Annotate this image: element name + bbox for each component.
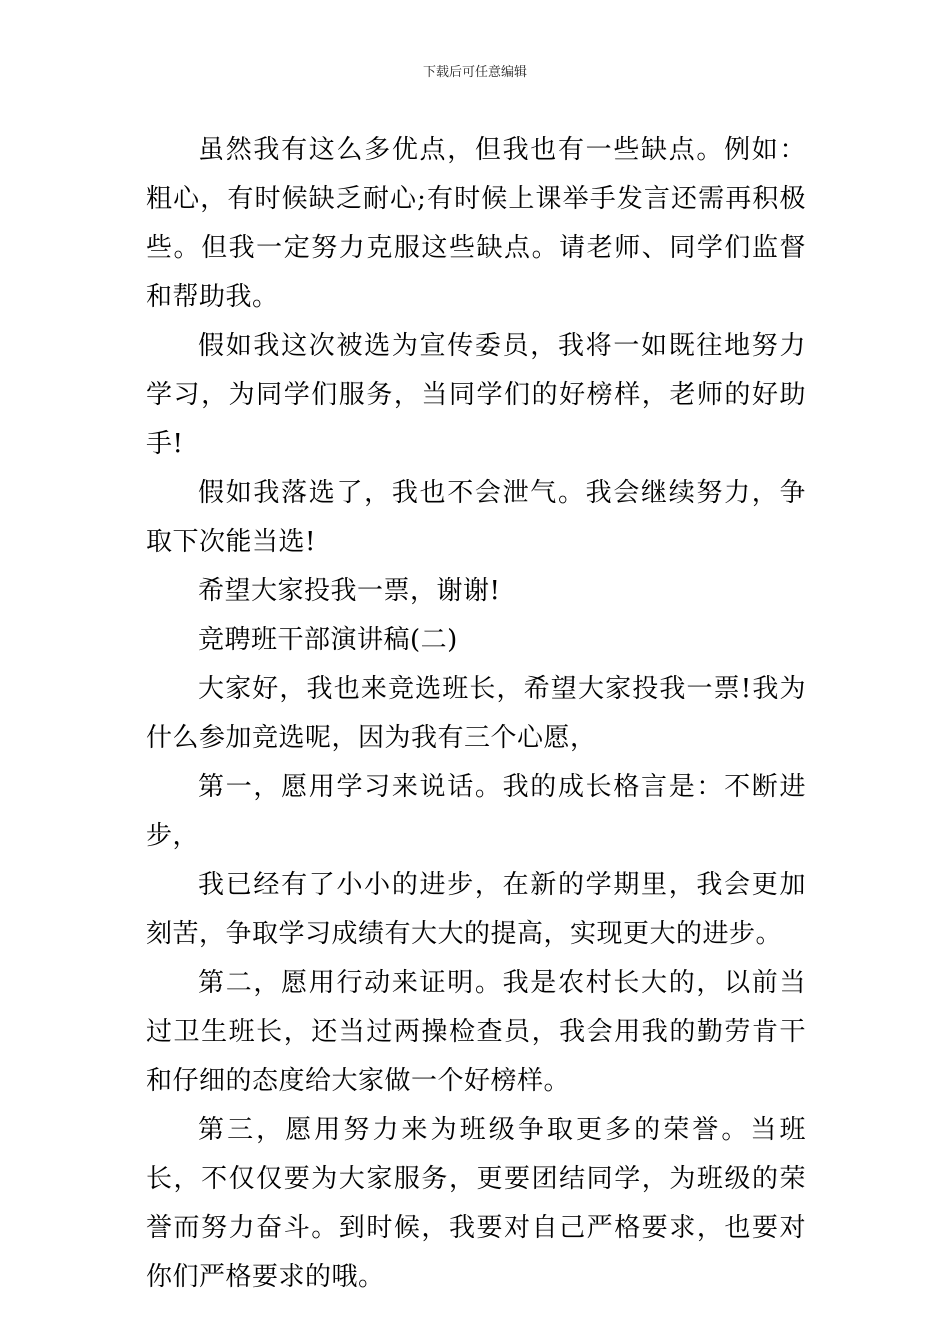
paragraph-if-elected: 假如我这次被选为宣传委员，我将一如既往地努力学习，为同学们服务，当同学们的好榜样，老师的好助手! — [146, 331, 806, 459]
document-body — [146, 126, 806, 1302]
section-heading: 竞聘班干部演讲稿(二) — [198, 625, 458, 655]
paragraph-vote-request: 希望大家投我一票，谢谢! — [198, 576, 501, 606]
paragraph-wish-three: 第三，愿用努力来为班级争取更多的荣誉。当班长，不仅仅要为大家服务，更要团结同学，为班级的荣誉而努力奋斗。到时候，我要对自己严格要求，也要对你们严格要求的哦。 — [146, 1115, 806, 1292]
paragraph-greeting: 大家好，我也来竞选班长，希望大家投我一票!我为什么参加竞选呢，因为我有三个心愿， — [146, 674, 806, 753]
paragraph-wish-two: 第二，愿用行动来证明。我是农村长大的，以前当过卫生班长，还当过两操检查员，我会用我的勤劳肯干和仔细的态度给大家做一个好榜样。 — [146, 968, 806, 1096]
paragraph-progress: 我已经有了小小的进步，在新的学期里，我会更加刻苦，争取学习成绩有大大的提高，实现更大的进步。 — [146, 870, 806, 949]
paragraph-wish-one: 第一，愿用学习来说话。我的成长格言是：不断进步， — [146, 772, 806, 851]
paragraph-if-not-elected: 假如我落选了，我也不会泄气。我会继续努力，争取下次能当选! — [146, 478, 806, 557]
page-header: 下载后可任意编辑 — [422, 65, 527, 80]
paragraph-shortcomings: 虽然我有这么多优点，但我也有一些缺点。例如：粗心，有时候缺乏耐心;有时候上课举手发言还需再积极些。但我一定努力克服这些缺点。请老师、同学们监督和帮助我。 — [146, 135, 806, 312]
